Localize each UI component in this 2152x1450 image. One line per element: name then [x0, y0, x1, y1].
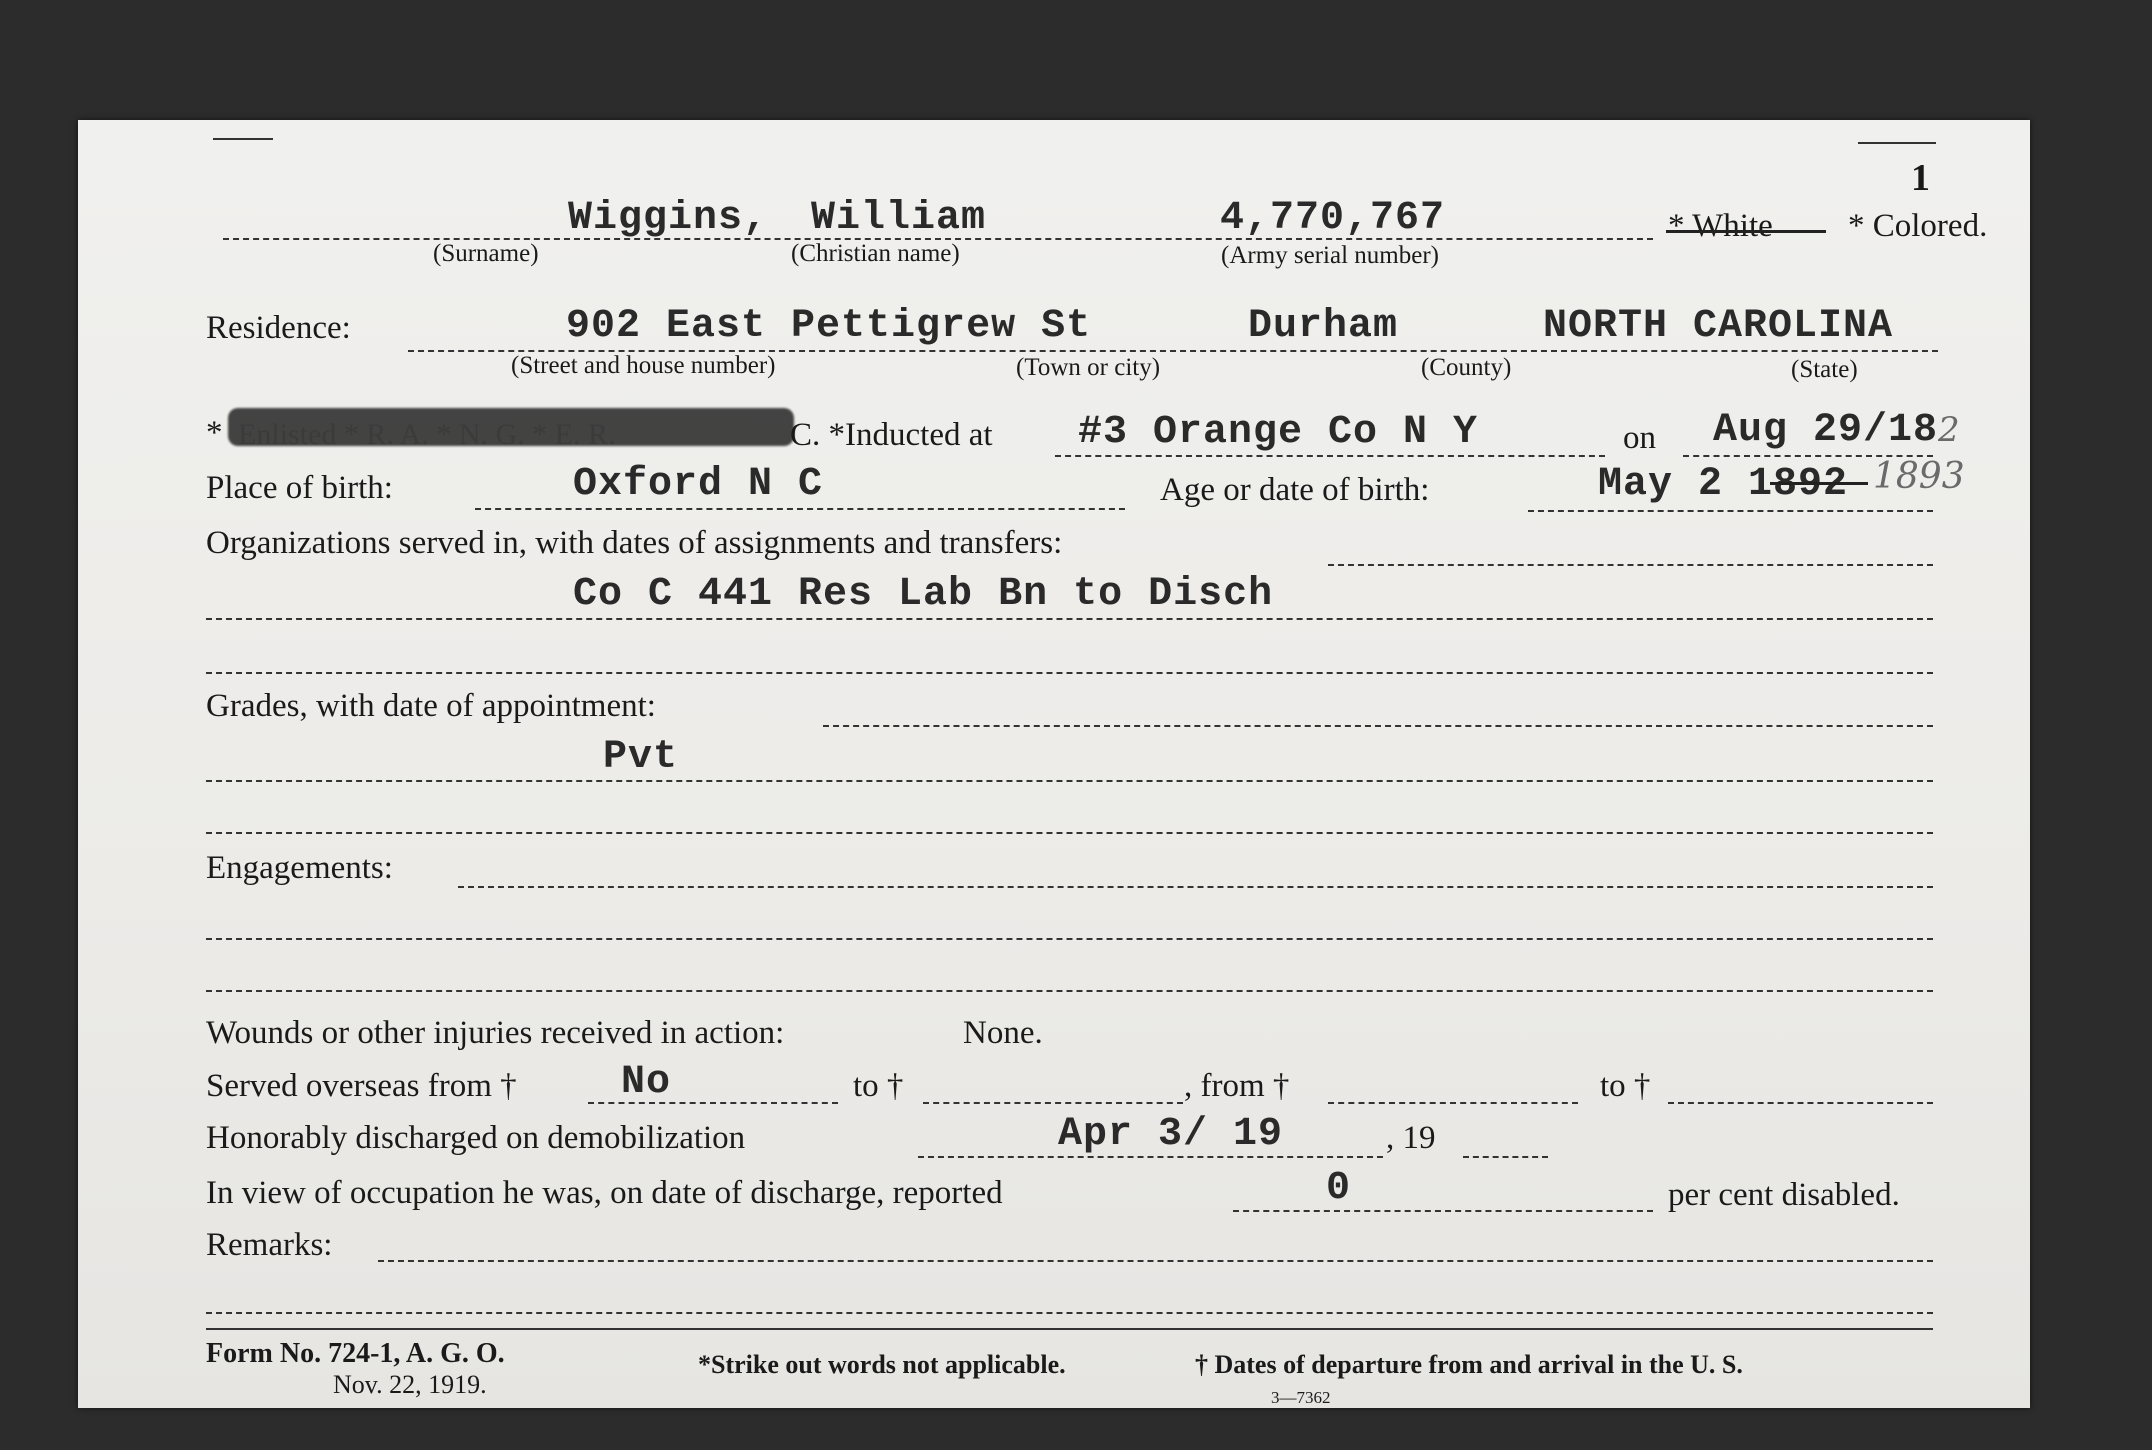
- wounds-label: Wounds or other injuries received in action:: [206, 1015, 785, 1051]
- induction-date-handwritten: 2: [1938, 410, 1960, 450]
- induction-date-value: Aug 29/18: [1713, 408, 1939, 453]
- serial-number-value: 4,770,767: [1220, 196, 1446, 241]
- service-record-card: [78, 120, 2030, 1408]
- disability-value: 0: [1326, 1166, 1352, 1211]
- place-of-birth-label: Place of birth:: [206, 470, 393, 506]
- state-value: NORTH CAROLINA: [1543, 304, 1894, 349]
- remarks-label: Remarks:: [206, 1227, 333, 1263]
- footer-rule: [206, 1328, 1933, 1330]
- disability-line: [1233, 1210, 1653, 1212]
- surname-value: Wiggins,: [568, 196, 769, 241]
- overseas-to2-label: to †: [1600, 1068, 1651, 1104]
- overseas-to-label: to †: [853, 1068, 904, 1104]
- remarks-line-2: [206, 1312, 1933, 1314]
- town-caption: (Town or city): [1016, 354, 1161, 381]
- engagements-line-3: [206, 990, 1933, 992]
- print-code: 3—7362: [1271, 1388, 1331, 1407]
- overseas-to-line: [923, 1102, 1183, 1104]
- dates-note: † Dates of departure from and arrival in the U. S.: [1195, 1350, 1743, 1379]
- overseas-from2-label: , from †: [1184, 1068, 1290, 1104]
- engagements-label: Engagements:: [206, 850, 393, 886]
- christian-name-value: William: [811, 196, 987, 241]
- top-left-rule: [213, 138, 273, 140]
- engagements-line-2: [206, 938, 1933, 940]
- strike-note: *Strike out words not applicable.: [698, 1350, 1066, 1379]
- overseas-from2-line: [1328, 1102, 1578, 1104]
- grades-line-1: [823, 725, 1933, 727]
- place-of-birth-line: [475, 508, 1125, 510]
- organizations-value: Co C 441 Res Lab Bn to Disch: [573, 572, 1274, 617]
- white-strikethrough: [1666, 230, 1826, 233]
- discharge-value: Apr 3/ 19: [1058, 1112, 1284, 1157]
- engagements-line-1: [458, 886, 1933, 888]
- birth-date-line: [1528, 510, 1933, 512]
- top-right-rule: [1858, 142, 1936, 144]
- residence-label: Residence:: [206, 310, 351, 346]
- serial-number-caption: (Army serial number): [1221, 242, 1439, 269]
- street-caption: (Street and house number): [511, 352, 776, 379]
- surname-caption: (Surname): [433, 240, 539, 267]
- remarks-line-1: [378, 1260, 1933, 1262]
- grades-label: Grades, with date of appointment:: [206, 688, 656, 724]
- organizations-line-2: [206, 618, 1933, 620]
- colored-option: * Colored.: [1848, 208, 1988, 244]
- wounds-value: None.: [963, 1015, 1043, 1051]
- birth-date-value: May 2 1892: [1598, 462, 1849, 507]
- overseas-to2-line: [1668, 1102, 1933, 1104]
- form-number: Form No. 724-1, A. G. O.: [206, 1338, 505, 1369]
- organizations-label: Organizations served in, with dates of assignments and transfers:: [206, 525, 1063, 561]
- form-date: Nov. 22, 1919.: [333, 1370, 487, 1399]
- overseas-label: Served overseas from †: [206, 1068, 517, 1104]
- street-value: 902 East Pettigrew St: [566, 304, 1092, 349]
- grades-value: Pvt: [603, 735, 679, 780]
- birth-year-strikethrough: [1770, 482, 1868, 485]
- christian-name-caption: (Christian name): [791, 240, 960, 267]
- disability-label: In view of occupation he was, on date of discharge, reported: [206, 1175, 1003, 1211]
- town-value: Durham: [1248, 304, 1399, 349]
- age-label: Age or date of birth:: [1160, 472, 1430, 508]
- discharge-label: Honorably discharged on demobilization: [206, 1120, 746, 1156]
- state-caption: (State): [1791, 356, 1858, 383]
- redaction-mark: [228, 408, 794, 446]
- discharge-year-suffix: , 19: [1386, 1120, 1436, 1156]
- on-label: on: [1623, 420, 1656, 456]
- county-caption: (County): [1421, 354, 1512, 381]
- card-number: 1: [1911, 157, 1930, 199]
- white-option: * White: [1668, 208, 1773, 244]
- discharge-year-line: [1463, 1156, 1548, 1158]
- grades-line-2: [206, 780, 1933, 782]
- organizations-line-1: [1328, 564, 1933, 566]
- grades-line-3: [206, 832, 1933, 834]
- inducted-place-value: #3 Orange Co N Y: [1078, 410, 1479, 455]
- place-of-birth-value: Oxford N C: [573, 462, 824, 507]
- induction-star: *: [206, 415, 223, 451]
- disability-suffix: per cent disabled.: [1668, 1177, 1900, 1213]
- inducted-at-label: C. *Inducted at: [790, 417, 993, 453]
- organizations-line-3: [206, 672, 1933, 674]
- inducted-at-line: [1055, 455, 1605, 457]
- overseas-value: No: [621, 1060, 672, 1105]
- birth-year-handwritten: 1893: [1873, 456, 1965, 497]
